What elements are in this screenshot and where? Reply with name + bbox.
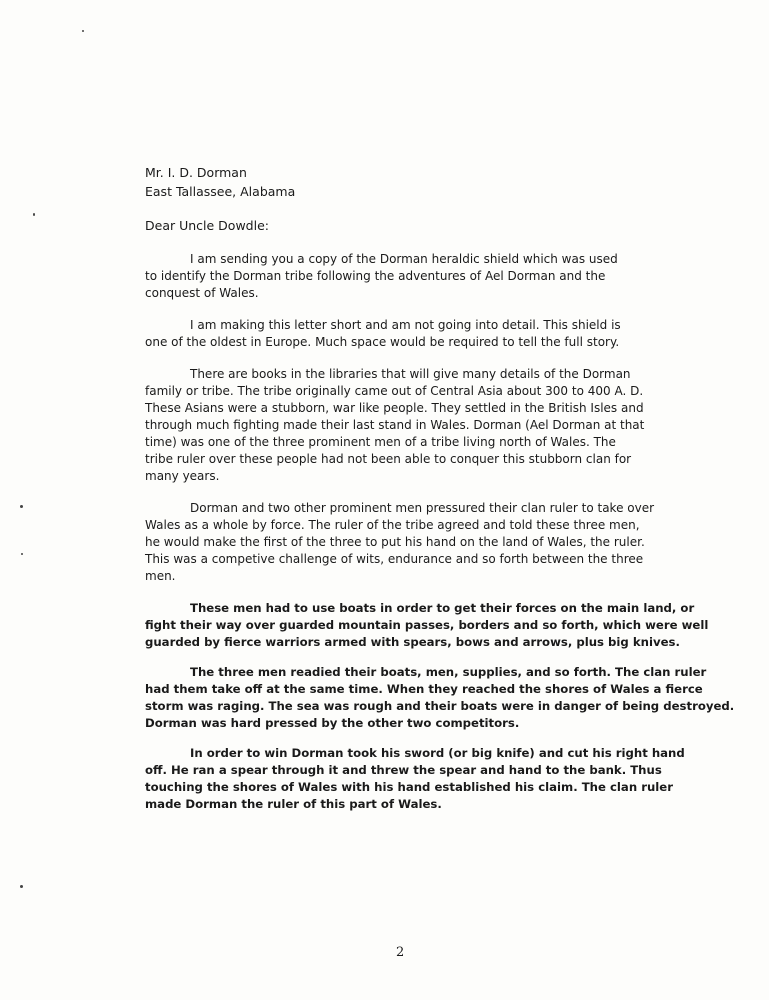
paragraph-line: off. He ran a spear through it and threw the spear and hand to the bank. Thus	[145, 763, 662, 777]
paragraph-line: I am making this letter short and am not going into detail. This shield is	[190, 318, 621, 332]
paragraph-line: family or tribe. The tribe originally came out of Central Asia about 300 to 400 A. D.	[145, 384, 644, 398]
paragraph-1	[145, 251, 618, 302]
page-number: 2	[396, 945, 405, 960]
paragraph-2	[145, 317, 621, 351]
paragraph-line: made Dorman the ruler of this part of Wales.	[145, 797, 442, 811]
paragraph-line: The three men readied their boats, men, supplies, and so forth. The clan ruler	[190, 665, 707, 679]
recipient-city: East Tallassee, Alabama	[145, 184, 296, 199]
paragraph-line: to identify the Dorman tribe following the adventures of Ael Dorman and the	[145, 269, 606, 283]
paragraph-4	[145, 500, 654, 585]
paragraph-line: through much fighting made their last stand in Wales. Dorman (Ael Dorman at that	[145, 418, 645, 432]
paragraph-line: tribe ruler over these people had not been able to conquer this stubborn clan for	[145, 452, 632, 466]
paragraph-line: Dorman was hard pressed by the other two competitors.	[145, 716, 520, 730]
paragraph-line: storm was raging. The sea was rough and their boats were in danger of being destroyed.	[145, 699, 735, 713]
paragraph-line: These men had to use boats in order to get their forces on the main land, or	[190, 601, 695, 615]
paragraph-line: fight their way over guarded mountain passes, borders and so forth, which were well	[145, 618, 709, 632]
paragraph-5	[145, 600, 708, 651]
salutation: Dear Uncle Dowdle:	[145, 218, 269, 233]
paragraph-line: Wales as a whole by force. The ruler of the tribe agreed and told these three men,	[145, 518, 640, 532]
paragraph-line: touching the shores of Wales with his hand established his claim. The clan ruler	[145, 780, 673, 794]
paragraph-line: These Asians were a stubborn, war like people. They settled in the British Isles and	[145, 401, 644, 415]
paragraph-line: guarded by fierce warriors armed with spears, bows and arrows, plus big knives.	[145, 635, 680, 649]
paragraph-line: conquest of Wales.	[145, 286, 259, 300]
paragraph-line: time) was one of the three prominent men of a tribe living north of Wales. The	[145, 435, 616, 449]
paragraph-line: had them take off at the same time. When they reached the shores of Wales a fierce	[145, 682, 703, 696]
paragraph-line: This was a competive challenge of wits, endurance and so forth between the three	[145, 552, 644, 566]
recipient-name: Mr. I. D. Dorman	[145, 165, 247, 180]
paragraph-line: There are books in the libraries that will give many details of the Dorman	[190, 367, 631, 381]
recipient-address	[145, 163, 295, 201]
scan-speck	[33, 213, 35, 216]
scan-speck	[82, 30, 84, 32]
paragraph-line: men.	[145, 569, 176, 583]
paragraph-7	[145, 745, 685, 813]
scan-speck	[20, 505, 23, 508]
paragraph-line: he would make the first of the three to put his hand on the land of Wales, the ruler.	[145, 535, 645, 549]
paragraph-3	[145, 366, 644, 485]
scan-speck	[21, 553, 23, 555]
paragraph-line: one of the oldest in Europe. Much space would be required to tell the full story.	[145, 335, 620, 349]
paragraph-line: In order to win Dorman took his sword (or big knife) and cut his right hand	[190, 746, 685, 760]
paragraph-line: Dorman and two other prominent men pressured their clan ruler to take over	[190, 501, 655, 515]
paragraph-line: I am sending you a copy of the Dorman heraldic shield which was used	[190, 252, 618, 266]
paragraph-line: many years.	[145, 469, 220, 483]
paragraph-6	[145, 664, 734, 732]
scan-speck	[20, 885, 23, 888]
